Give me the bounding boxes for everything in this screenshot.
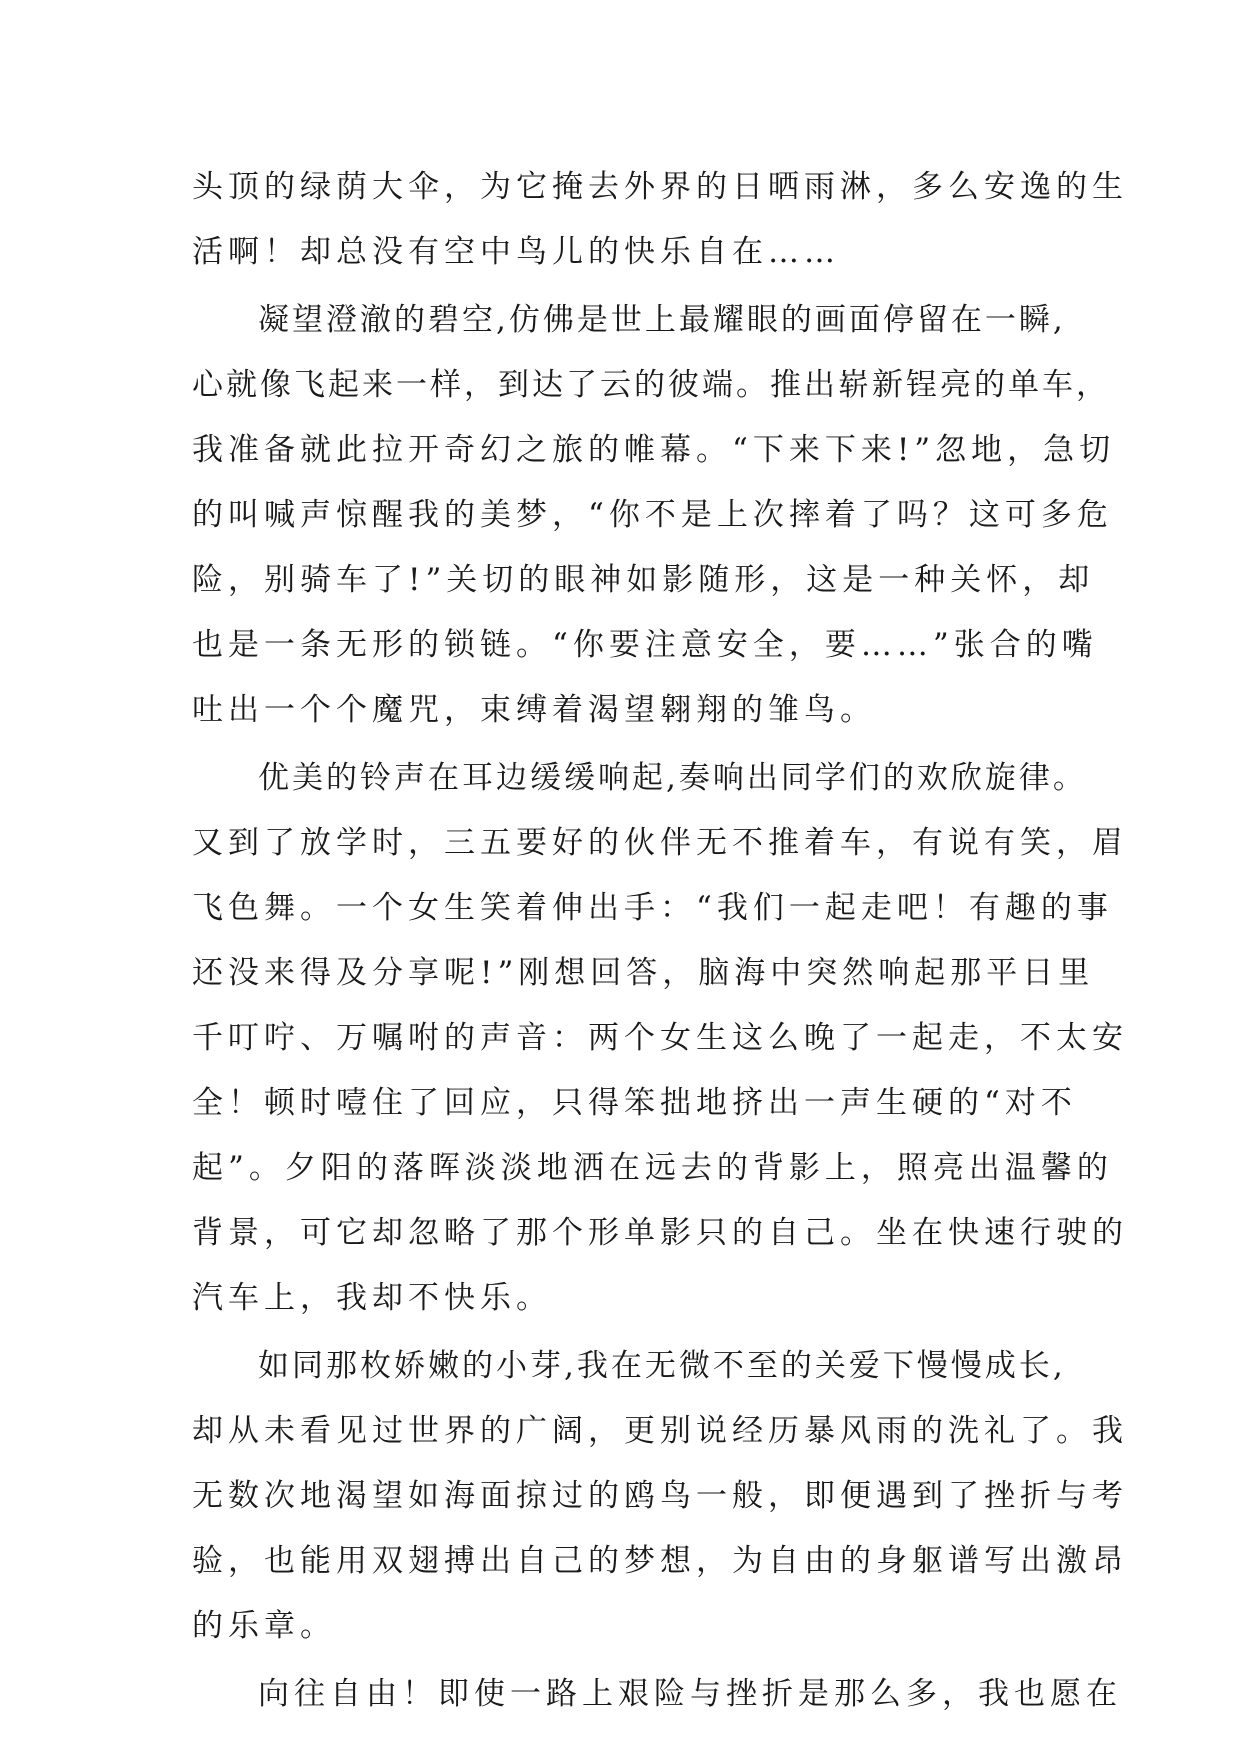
paragraph-start-line: 向往自由！即使一路上艰险与挫折是那么多，我也愿在	[258, 1676, 1122, 1712]
text-line: 又到了放学时，三五要好的伙伴无不推着车，有说有笑，眉	[192, 825, 1128, 861]
paragraph-start-line: 凝望澄澈的碧空,仿佛是世上最耀眼的画面停留在一瞬,	[258, 302, 1066, 338]
paragraph-start-line: 优美的铃声在耳边缓缓响起,奏响出同学们的欢欣旋律。	[258, 760, 1087, 796]
text-line: 还没来得及分享呢!”刚想回答，脑海中突然响起那平日里	[192, 955, 1095, 991]
text-line: 全！顿时噎住了回应，只得笨拙地挤出一声生硬的“对不	[192, 1085, 1077, 1121]
text-line: 头顶的绿荫大伞，为它掩去外界的日晒雨淋，多么安逸的生	[192, 169, 1128, 205]
text-line: 活啊！却总没有空中鸟儿的快乐自在……	[192, 234, 840, 270]
text-line: 背景，可它却忽略了那个形单影只的自己。坐在快速行驶的	[192, 1215, 1128, 1251]
text-line: 却从未看见过世界的广阔，更别说经历暴风雨的洗礼了。我	[192, 1413, 1128, 1449]
text-line: 验，也能用双翅搏出自己的梦想，为自由的身躯谱写出激昂	[192, 1543, 1128, 1579]
text-line: 飞色舞。一个女生笑着伸出手：“我们一起走吧！有趣的事	[192, 890, 1113, 926]
text-line: 也是一条无形的锁链。“你要注意安全，要……”张合的嘴	[192, 627, 1098, 663]
text-line: 心就像飞起来一样，到达了云的彼端。推出崭新锃亮的单车，	[192, 367, 1110, 403]
text-line: 险，别骑车了!”关切的眼神如影随形，这是一种关怀，却	[192, 562, 1095, 598]
text-line: 的乐章。	[192, 1608, 336, 1644]
text-line: 我准备就此拉开奇幻之旅的帷幕。“下来下来!”忽地，急切	[192, 432, 1116, 468]
text-line: 无数次地渴望如海面掠过的鸥鸟一般，即便遇到了挫折与考	[192, 1478, 1128, 1514]
body-text	[192, 155, 1128, 1727]
text-line: 吐出一个个魔咒，束缚着渴望翱翔的雏鸟。	[192, 692, 876, 728]
text-line: 的叫喊声惊醒我的美梦，“你不是上次摔着了吗？这可多危	[192, 497, 1113, 533]
paragraph-start-line: 如同那枚娇嫩的小芽,我在无微不至的关爱下慢慢成长,	[258, 1348, 1066, 1384]
text-line: 起”。夕阳的落晖淡淡地洒在远去的背影上，照亮出温馨的	[192, 1150, 1113, 1186]
text-line: 汽车上，我却不快乐。	[192, 1280, 552, 1316]
text-line: 千叮咛、万嘱咐的声音：两个女生这么晚了一起走，不太安	[192, 1020, 1128, 1056]
